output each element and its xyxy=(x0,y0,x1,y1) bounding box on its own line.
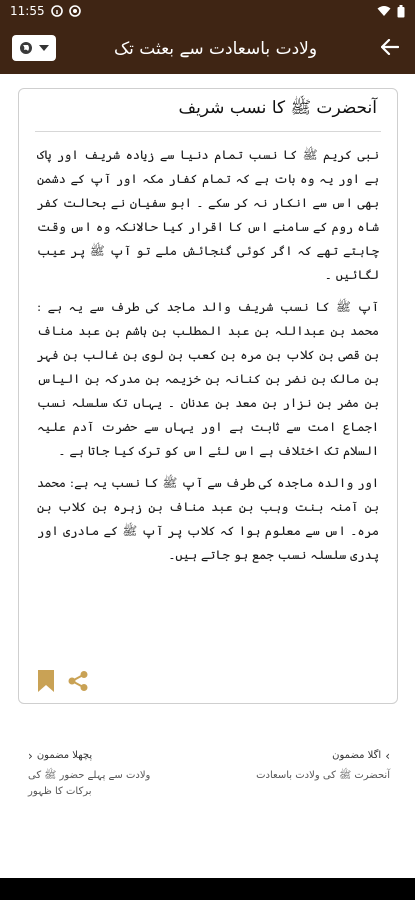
arrow-left-icon xyxy=(381,39,399,55)
chevron-down-icon xyxy=(39,45,49,51)
battery-icon xyxy=(397,5,405,18)
article-paragraph: نبی کریم ﷺ کا نسب تمام دنیا سے زیادہ شریف اور پاک ہے اور یہ وہ بات ہے کہ تمام کفار مکہ اور آپ کے دشمن بھی اس سے انکار نہ کر سکے ۔ ابو سفیان نے بحالت کفر شاہ روم کے سامنے اس کا اقرار کیا حالانکہ وہ اس وقت چاہتے تھے کہ اگر کوئی گنجائش ملے تو آپ ﷺ پر عیب لگائیں ۔ xyxy=(37,148,379,282)
wifi-icon xyxy=(377,5,391,17)
previous-article-link[interactable] xyxy=(28,748,168,800)
app-bar xyxy=(0,22,415,74)
next-title: آنحضرت ﷺ کی ولادت باسعادت xyxy=(256,770,390,781)
language-selector[interactable] xyxy=(12,35,56,61)
chevron-left-icon: ‹ xyxy=(28,749,33,763)
circle-icon xyxy=(69,5,81,17)
status-time: 11:55 xyxy=(10,4,45,18)
status-bar xyxy=(0,0,415,22)
chevron-right-icon: › xyxy=(385,749,390,763)
article-paragraph: آپ ﷺ کا نسب شریف والد ماجد کی طرف سے یہ ہے : محمد بن عبداللہ بن عبد المطلب بن ہاشم بن عبد مناف بن قصی بن کلاب بن مرہ بن کعب بن لوی بن غالب بن فہر بن مالک بن نضر بن کنانہ بن خزیمہ بن مدرکہ بن الیاس بن مضر بن نزار بن معد بن عدنان ۔ یہاں تک سلسلہ نسب اجماع امت سے ثابت ہے اور یہاں سے حضرت آدم علیہ السلام تک اختلاف ہے اس لئے اس کو ترک کیا جاتا ہے ۔ xyxy=(37,300,379,458)
heading-divider xyxy=(35,131,381,132)
page-title: ولادت باسعادت سے بعثت تک xyxy=(113,38,318,59)
system-navigation-bar xyxy=(0,878,415,900)
article-body xyxy=(37,143,379,575)
next-label: اگلا مضمون xyxy=(332,750,382,761)
article-actions xyxy=(37,669,89,693)
share-icon[interactable] xyxy=(67,670,89,692)
next-row xyxy=(250,748,390,764)
back-button[interactable] xyxy=(375,36,405,60)
article-card xyxy=(18,88,398,704)
article-paragraph: اور والدہ ماجدہ کی طرف سے آپ ﷺ کا نسب یہ ہے: محمد بن آمنہ بنت وہب بن عبد مناف بن زہرہ بن کلاب بن مرہ۔ اس سے معلوم ہوا کہ کلاب پر آپ ﷺ کے مادری اور پدری سلسلہ نسب جمع ہو جاتے ہیں۔ xyxy=(37,476,379,562)
circle-info-icon xyxy=(51,5,63,17)
previous-label: پچھلا مضمون xyxy=(36,750,93,761)
status-left xyxy=(10,4,81,18)
status-right xyxy=(377,5,405,18)
previous-title: ولادت سے پہلے حضور ﷺ کی برکات کا ظہور xyxy=(28,770,151,797)
globe-icon xyxy=(19,41,33,55)
next-article-link[interactable] xyxy=(250,748,390,784)
bookmark-icon[interactable] xyxy=(37,669,55,693)
article-heading: آنحضرت ﷺ کا نسب شریف xyxy=(178,98,377,118)
previous-row xyxy=(28,748,168,764)
